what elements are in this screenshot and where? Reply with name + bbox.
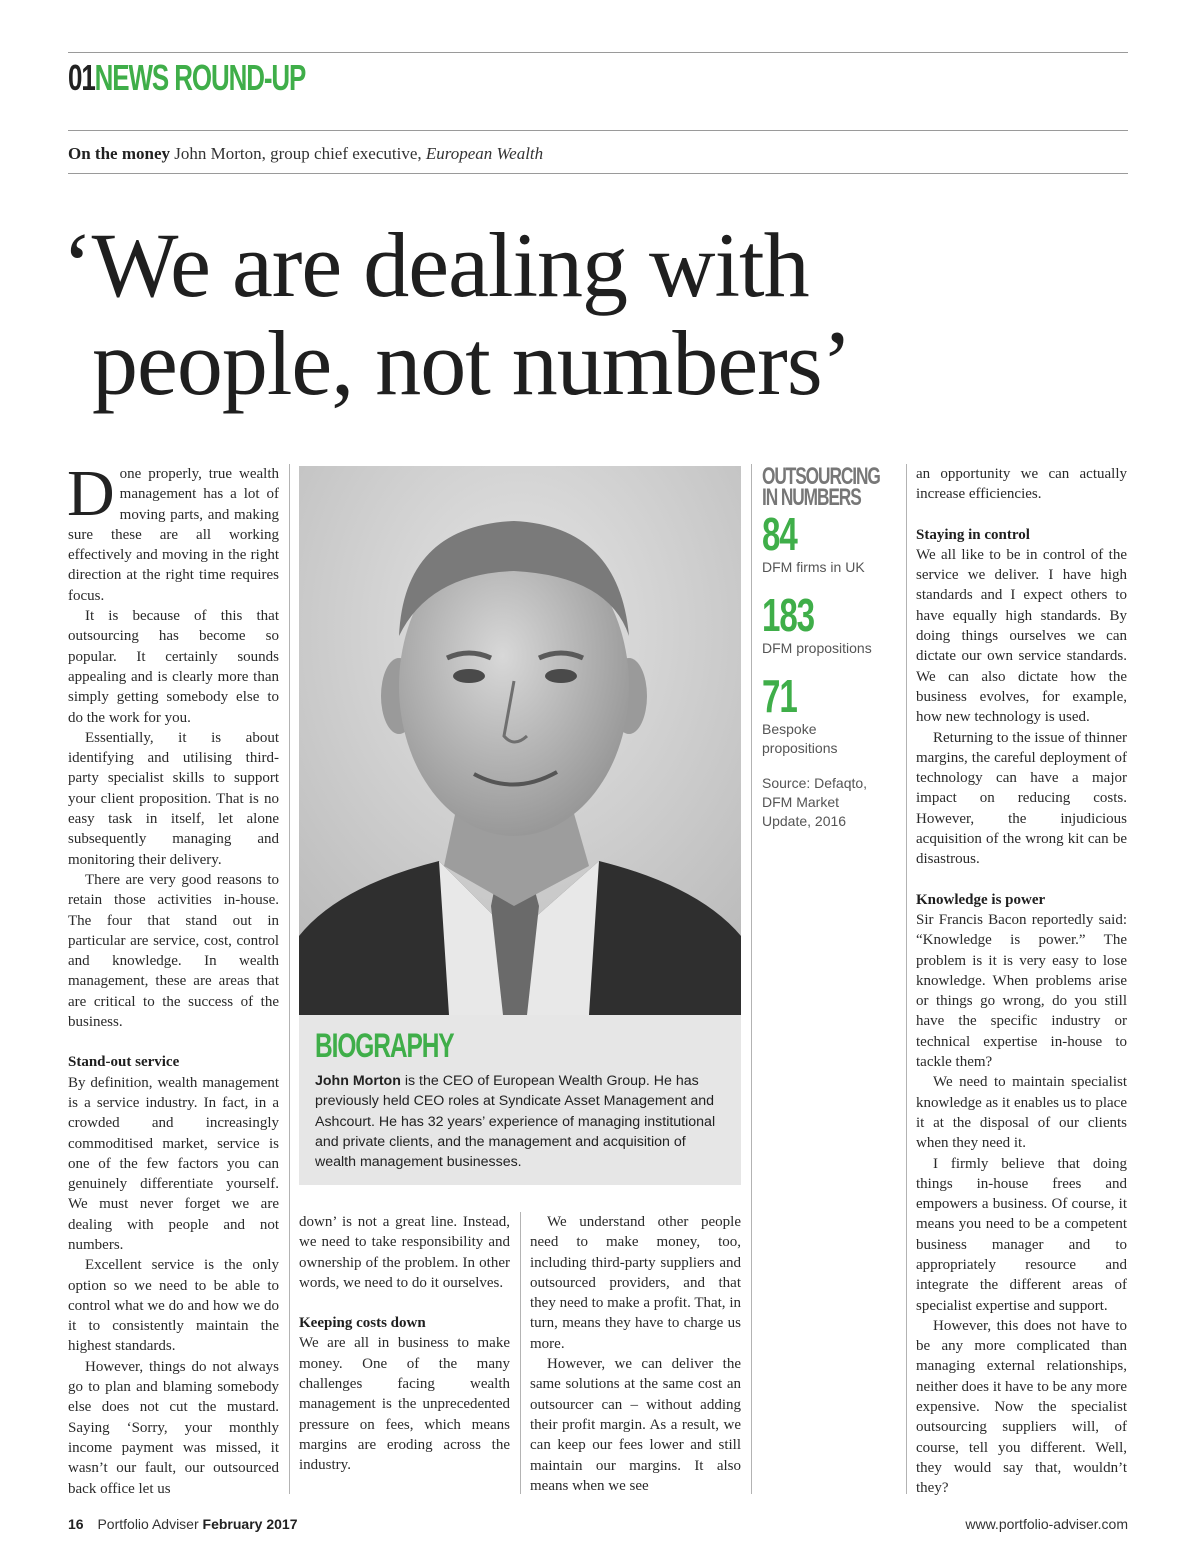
paragraph: Excellent service is the only option so we need to be able to control what we do and how we do it to consistently maintain the highest standards. <box>68 1257 279 1355</box>
article-column-1 <box>67 457 279 1499</box>
subheading: Keeping costs down <box>299 1315 426 1332</box>
subheading: Knowledge is power <box>916 891 1046 908</box>
article-column-2 <box>299 1212 510 1476</box>
top-rule <box>68 52 1128 53</box>
paragraph: We all like to be in control of the service we deliver. I have high standards and I expect others to have equally high standards. By doing things ourselves we can dictate our own service standards. We can also dictate how the business evolves, for example, how new technology is used. <box>916 546 1127 726</box>
headline <box>62 216 851 412</box>
stats-title-line-2: IN NUMBERS <box>762 484 861 511</box>
biography-body: is the CEO of European Wealth Group. He has previously held CEO roles at Syndicate Asset Management and Ashcourt. He has 32 years’ experience of managing institutional and private clients, and the management and acquisition of wealth management businesses. <box>315 1073 716 1171</box>
paragraph: We are all in business to make money. One of the many challenges facing wealth management is the unprecedented pressure on fees, which means margins are eroding across the industry. <box>299 1335 510 1474</box>
section-name: NEWS ROUND-UP <box>94 57 306 98</box>
subheading: Stand-out service <box>68 1054 180 1071</box>
biography-name: John Morton <box>315 1073 401 1089</box>
strap-rule-top <box>68 130 1128 131</box>
strapline <box>68 144 543 164</box>
portrait-photo <box>299 466 741 1015</box>
stat-label: DFM firms in UK <box>762 559 865 575</box>
biography-title: BIOGRAPHY <box>315 1027 454 1065</box>
paragraph: We understand other people need to make money, too, including third-party suppliers and outsourced providers, and that they need to make a profit. That, in turn, means they have to charge us more. <box>530 1214 741 1352</box>
subheading: Staying in control <box>916 526 1030 543</box>
footer-publication <box>68 1516 297 1532</box>
paragraph: However, things do not always go to plan and blaming somebody else does not cut the mustard. Saying ‘Sorry, your monthly income payment was missed, it wasn’t our fault, our outsourced back office let us <box>68 1358 279 1497</box>
column-divider <box>289 464 290 1494</box>
paragraph: I firmly believe that doing things in-house frees and empowers a business. Of course, it means you need to be a competent business manager and to appropriately resource and integrate the different areas of specialist expertise and support. <box>916 1155 1127 1314</box>
headline-line-1: ‘We are dealing with <box>62 214 809 316</box>
stats-source: Source: Defaqto, DFM Market Update, 2016 <box>762 775 868 829</box>
column-divider <box>906 464 907 1494</box>
section-header <box>68 57 306 98</box>
article-column-3 <box>530 1212 741 1496</box>
section-number: 01 <box>68 57 95 98</box>
headline-line-2: people, not numbers’ <box>92 312 852 414</box>
paragraph: By definition, wealth management is a service industry. In fact, in a crowded and increasingly commoditised market, service is one of the few factors you can genuinely differentiate yourself. We must never forget we are dealing with people and not numbers. <box>68 1074 279 1253</box>
paragraph: Returning to the issue of thinner margins, the careful deployment of technology can have a major impact on reducing costs. However, the injudicious acquisition of the wrong kit can be disastrous. <box>916 729 1127 868</box>
column-divider <box>751 464 752 1494</box>
drop-cap: D <box>67 457 115 530</box>
paragraph: Sir Francis Bacon reportedly said: “Knowledge is power.” The problem is it is very easy to lose knowledge. When problems arise or things go wrong, do you still have the specific industry or technical expertise in-house to tackle them? <box>916 911 1127 1071</box>
column-divider <box>520 1212 521 1494</box>
paragraph: Essentially, it is about identifying and utilising third-party specialist skills to support your client proposition. That is no easy task in itself, let alone subsequently managing and monitoring their delivery. <box>68 729 279 868</box>
stat-number: 183 <box>762 589 815 641</box>
stat-label: DFM propositions <box>762 640 872 656</box>
stat-label: Bespoke propositions <box>762 721 838 756</box>
paragraph: It is because of this that outsourcing has become so popular. It certainly sounds appealing and is clearly more than simply getting somebody else to do the work for you. <box>68 608 279 726</box>
stats-title-line-1: OUTSOURCING <box>762 463 880 490</box>
strap-rule-bottom <box>68 173 1128 174</box>
footer-url[interactable]: www.portfolio-adviser.com <box>965 1516 1128 1532</box>
paragraph <box>67 457 279 606</box>
paragraph: However, we can deliver the same solutions at the same cost an outsourcer can – without adding their profit margin. As a result, we can keep our fees lower and still maintain our margins. It also means when we see <box>530 1356 741 1494</box>
issue-date: February 2017 <box>202 1516 298 1532</box>
paragraph-text: one properly, true wealth management has a lot of moving parts, and making sure these are all working effectively and moving in the right direction at the right time requires focus. <box>68 466 279 604</box>
paragraph: down’ is not a great line. Instead, we need to take responsibility and ownership of the problem. In other words, we need to do it ourselves. <box>299 1214 510 1291</box>
strap-person: John Morton, group chief executive, <box>174 144 422 163</box>
biography-box <box>299 1015 741 1185</box>
biography-text <box>315 1071 727 1172</box>
article-column-4 <box>916 464 1127 1499</box>
portrait-illustration <box>299 466 741 1015</box>
strap-company: European Wealth <box>425 144 544 163</box>
paragraph: However, this does not have to be any more complicated than managing external relationships, neither does it have to be any more expensive. Now the specialist outsourcing suppliers will, of course, tell you different. Well, they would say that, wouldn’t they? <box>916 1317 1127 1497</box>
paragraph: We need to maintain specialist knowledge as it enables us to place it at the disposal of our clients when they need it. <box>916 1074 1127 1152</box>
publication-name: Portfolio Adviser <box>97 1516 199 1532</box>
stat-number: 84 <box>762 508 797 560</box>
strap-label: On the money <box>68 144 170 163</box>
paragraph: There are very good reasons to retain those activities in-house. The four that stand out in particular are service, cost, control and knowledge. In wealth management, these are areas that are critical to the success of the business. <box>68 871 279 1031</box>
stats-title <box>762 463 880 511</box>
stat-number: 71 <box>762 670 797 722</box>
outsourcing-stats <box>762 463 902 831</box>
page-number: 16 <box>68 1516 84 1532</box>
paragraph: an opportunity we can actually increase efficiencies. <box>916 466 1127 503</box>
